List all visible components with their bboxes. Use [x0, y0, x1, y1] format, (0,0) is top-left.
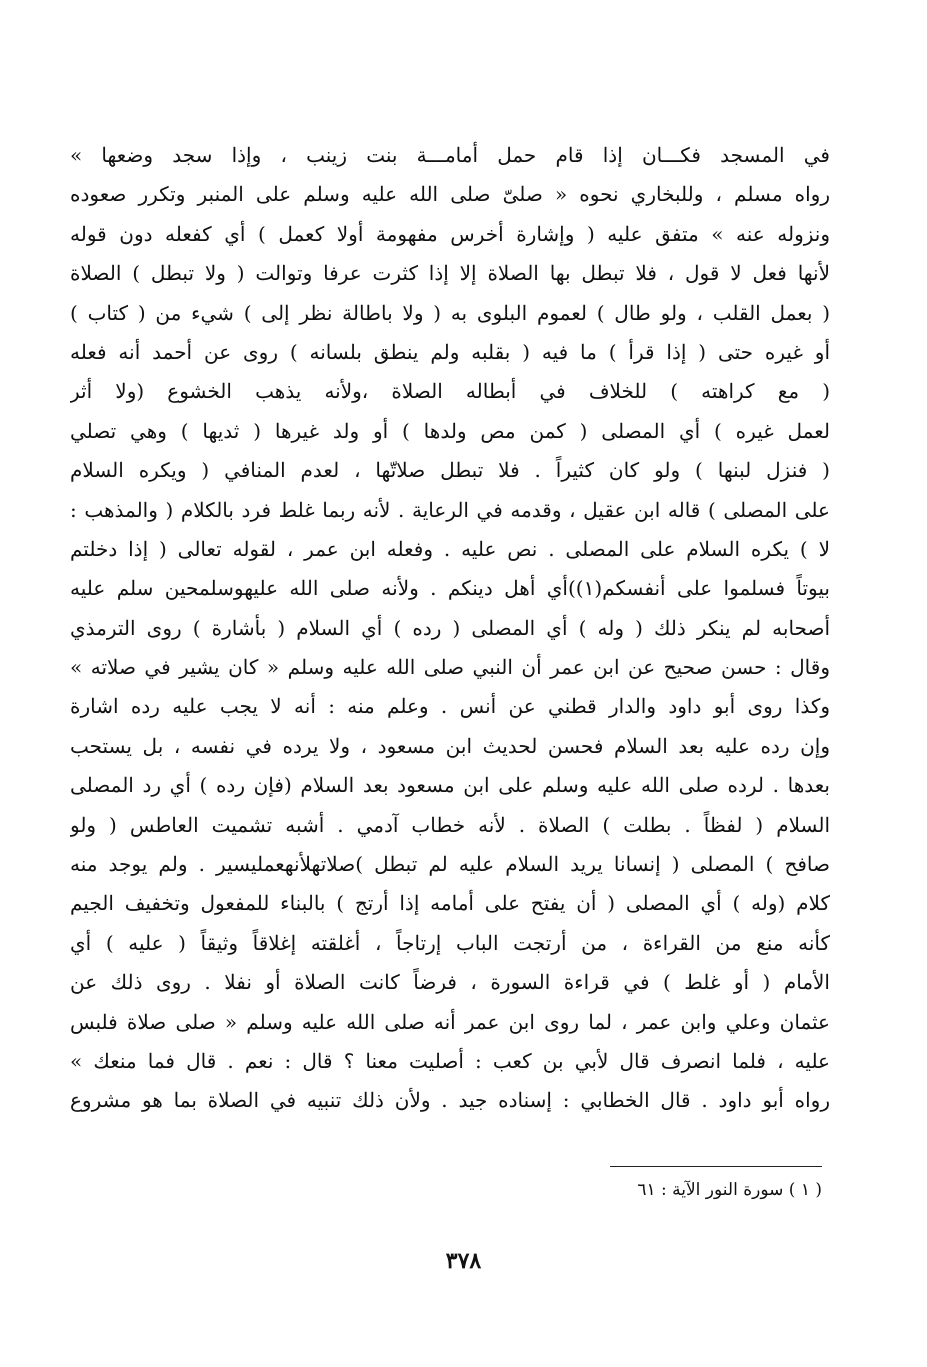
- text-line: الأمام ( أو غلط ) في قراءة السورة ، فرضاً كانت الصلاة أو نفلا . روى ذلك عن: [70, 970, 830, 995]
- text-line: بيوتاً فسلموا على أنفسكم(١))أي أهل دينكم . ولأنه صلى الله عليهوسلمحين سلم عليه: [70, 576, 830, 601]
- text-line: أو غيره حتى ( إذا قرأ ) ما فيه ( بقلبه ولم ينطق بلسانه ) روى عن أحمد أنه فعله: [70, 339, 830, 364]
- text-line: وإن رده عليه بعد السلام فحسن لحديث ابن مسعود ، ولا يرده في نفسه ، بل يستحب: [70, 733, 830, 758]
- footnote-divider: [610, 1166, 822, 1167]
- text-line: ( بعمل القلب ، ولو طال ) لعموم البلوى به ( ولا باطالة نظر إلى ) شيء من ( كتاب ): [70, 300, 830, 325]
- text-line: لأنها فعل لا قول ، فلا تبطل بها الصلاة إلا إذا كثرت عرفا وتوالت ( ولا تبطل ) الصلاة: [70, 261, 830, 286]
- text-line: عثمان وعلي وابن عمر ، لما روى ابن عمر أنه صلى الله عليه وسلم « صلى صلاة فلبس: [70, 1009, 830, 1034]
- main-text: [70, 136, 830, 1121]
- text-line: ونزوله عنه » متفق عليه ( وإشارة أخرس مفهومة أولا كعمل ) أي كفعله دون قوله: [70, 221, 830, 246]
- text-line: وكذا روى أبو داود والدار قطني عن أنس . وعلم منه : أنه لا يجب عليه رده اشارة: [70, 694, 830, 719]
- text-line: ( مع كراهته ) للخلاف في أبطاله الصلاة ،ولأنه يذهب الخشوع (ولا أثر: [70, 379, 830, 404]
- text-line: لعمل غيره ) أي المصلى ( كمن مص ولدها ) أو ولد غيرها ( ثديها ) وهي تصلي: [70, 418, 830, 443]
- page-number: ٣٧٨: [445, 1248, 482, 1274]
- text-line: السلام ( لفظاً . بطلت ) الصلاة . لأنه خطاب آدمي . أشبه تشميت العاطس ( ولو: [70, 812, 830, 837]
- text-line: في المسجد فكـــان إذا قام حمل أمامـــة بنت زينب ، وإذا سجد وضعها »: [70, 143, 830, 167]
- text-line: كأنه منع من القراءة ، من أرتجت الباب إرتاجاً ، أغلقته إغلاقاً وثيقاً ( عليه ) أي: [70, 930, 830, 955]
- text-line: رواه مسلم ، وللبخاري نحوه « صلىّ صلى الله عليه وسلم على المنبر وتكرر صعوده: [70, 182, 830, 207]
- text-line: أصحابه لم ينكر ذلك ( وله ) أي المصلى ( رده ) أي السلام ( بأشارة ) روى الترمذي: [70, 615, 830, 640]
- text-line: كلام (وله ) أي المصلى ( أن يفتح على أمامه إذا أرتج ) بالبناء للمفعول وتخفيف الجيم: [70, 891, 830, 916]
- text-line: لا ) يكره السلام على المصلى . نص عليه . وفعله ابن عمر ، لقوله تعالى ( إذا دخلتم: [70, 536, 830, 561]
- text-line: وقال : حسن صحيح عن ابن عمر أن النبي صلى الله عليه وسلم « كان يشير في صلاته »: [70, 655, 830, 680]
- text-line: عليه ، فلما انصرف قال لأبي بن كعب : أصليت معنا ؟ قال : نعم . قال فما منعك »: [70, 1048, 830, 1073]
- text-line: ( فنزل لبنها ) ولو كان كثيراً . فلا تبطل صلاتّها ، لعدم المنافي ( ويكره السلام: [70, 458, 830, 483]
- text-line: على المصلى ) قاله ابن عقيل ، وقدمه في الرعاية . لأنه ربما غلط فرد بالكلام ( والمذهب :: [70, 497, 830, 522]
- footnote: ( ١ ) سورة النور الآية : ٦١: [637, 1180, 822, 1200]
- text-line: بعدها . لرده صلى الله عليه وسلم على ابن مسعود بعد السلام (فإن رده ) أي رد المصلى: [70, 773, 830, 798]
- text-line: صافح ) المصلى ( إنسانا يريد السلام عليه لم تبطل )صلاتهلأنهعمليسير . ولم يوجد منه: [70, 852, 830, 877]
- text-line: رواه أبو داود . قال الخطابي : إسناده جيد . ولأن ذلك تنبيه في الصلاة بما هو مشروع: [70, 1088, 830, 1113]
